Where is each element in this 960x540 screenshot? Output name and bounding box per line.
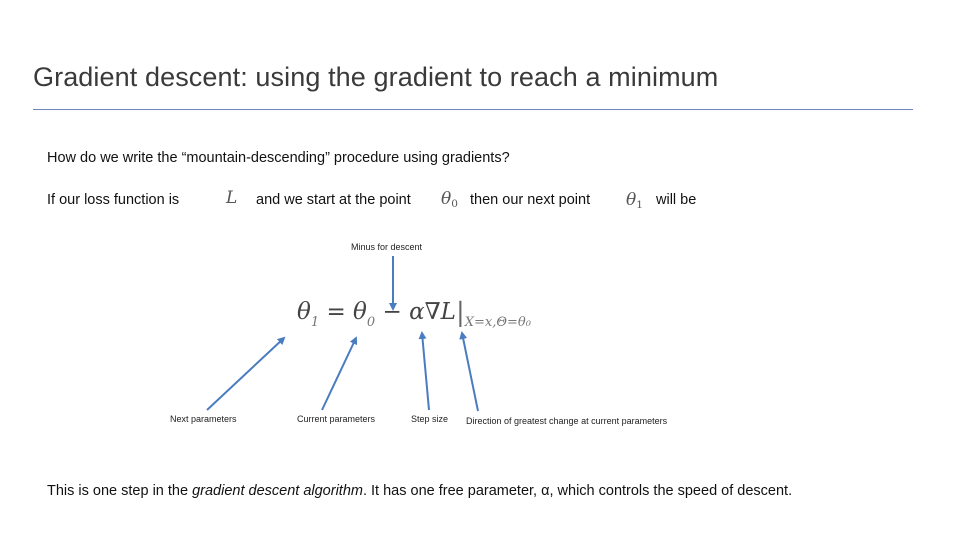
theta-char: θ (441, 189, 452, 209)
conclusion-before: This is one step in the (47, 483, 193, 499)
annotation-current: Current parameters (297, 414, 376, 424)
theta-subscript: 0 (451, 198, 458, 211)
arrow-current (322, 338, 356, 410)
arrow-step (422, 333, 429, 410)
eq-equals: = (319, 299, 354, 325)
annotation-minus: Minus for descent (351, 242, 423, 252)
setup-text-will-be: will be (656, 192, 697, 208)
eq-evaluation-bar: | (455, 298, 465, 328)
setup-text-next: then our next point (470, 192, 591, 208)
eq-rhs-subscript: 0 (366, 315, 376, 330)
arrow-next (207, 338, 284, 410)
eq-rhs-theta: θ (353, 299, 367, 325)
eq-evaluation-subscript: X=x,Θ=θ₀ (464, 315, 531, 330)
conclusion-emphasis: gradient descent algorithm (192, 483, 363, 499)
annotation-next: Next parameters (170, 414, 237, 424)
conclusion-after: . It has one free parameter, α, which controls the speed of descent. (362, 483, 793, 499)
setup-text-loss: If our loss function is (47, 192, 180, 208)
setup-text-start: and we start at the point (256, 192, 411, 208)
theta-char: θ (626, 190, 637, 210)
theta-subscript: 1 (636, 199, 643, 212)
eq-gradient-term: − α∇L (375, 299, 456, 325)
slide-title: Gradient descent: using the gradient to reach a minimum (33, 62, 719, 92)
arrow-direction (462, 333, 478, 411)
annotation-step: Step size (411, 414, 449, 424)
conclusion-text (47, 483, 792, 499)
eq-lhs-subscript: 1 (310, 315, 320, 330)
question-text: How do we write the “mountain-descending” procedure using gradients? (47, 150, 510, 166)
loss-symbol: L (226, 188, 238, 208)
annotation-direction: Direction of greatest change at current parameters (466, 416, 668, 426)
eq-lhs-theta: θ (297, 299, 311, 325)
